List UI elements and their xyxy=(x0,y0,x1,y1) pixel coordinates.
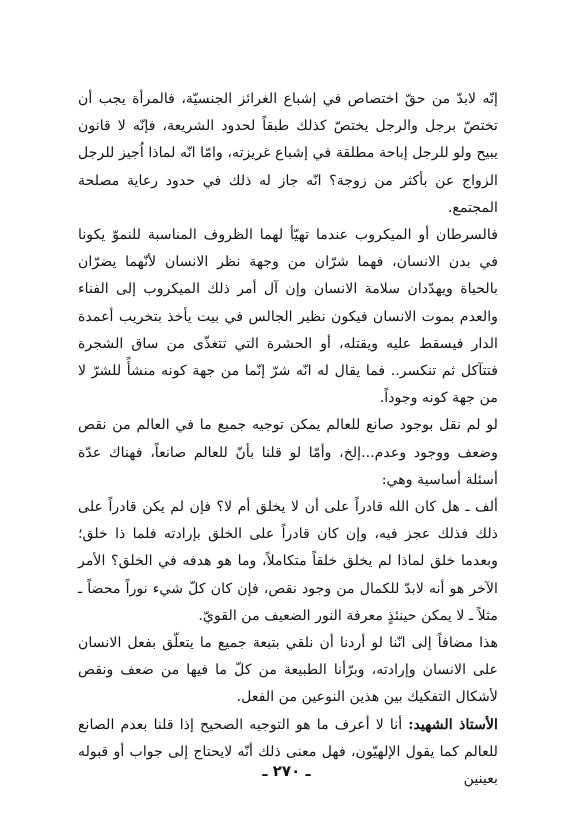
paragraph xyxy=(78,712,498,794)
paragraph xyxy=(78,630,498,712)
paragraph-text: لو لم نقل بوجود صانع للعالم يمكن توجيه جميع ما في العالم من نقص وضعف ووجود وعدم...إلخ، وأمّا لو قلنا بأنّ للعالم صانعاً، فهناك عدّة أسئلة أساسية وهي: xyxy=(78,417,498,488)
paragraph-text: ألف ـ هل كان الله قادراً على أن لا يخلق أم لا؟ فإن لم يكن قادراً على ذلك فذلك عجز فيه، وإن كان قادراً على الخلق بإرادته فلما ذا خلق؛ وبعدما خلق لماذا لم يخلق خلقاً متكاملاً، وما هو هدفه في الخلق؟ الأمر الآخر هو أنه لابدّ للكمال من وجود نقص، فإن كان كلّ شيء نوراً محضاً ـ مثلاً ـ لا يمكن حينئذٍ معرفة النور الضعيف من القويّ. xyxy=(78,499,498,624)
speaker-label: الأستاذ الشهيد: xyxy=(408,716,498,733)
body-text xyxy=(78,86,498,793)
page-number: ـ ٢٧٠ ـ xyxy=(262,762,311,780)
paragraph-text: إنّه لابدّ من حقّ اختصاص في إشباع الغرائز الجنسيّة، فالمرأة يجب أن تختصّ برجل والرجل يختصّ كذلك طبقاً لحدود الشريعة، فإنّه لا قانون يبيح ولو للرجل إباحة مطلقة في إشباع غريزته، وامّا انّه لماذا اُجيز للرجل الزواج عن بأكثر من زوجة؟ انّه جاز له ذلك في حدود رعاية مصلحة المجتمع. xyxy=(78,91,498,216)
paragraph-text: فالسرطان أو الميكروب عندما تهيّأ لهما الظروف المناسبة للنموّ يكونا في بدن الانسان، فهما شرّان من وجهة نظر الانسان لأنّهما يضرّان بالحياة ويهدّدان سلامة الانسان وإن آل أمر ذلك الميكروب إلى الفناء والعدم بموت الانسان فيكون نظير الجالس في بيت يأخذ بتخريب أعمدة الدار فيسقط عليه ويقتله، أو الحشرة التي تتغذّى من ساق الشجرة فتتآكل ثم تنكسر.. فما يقال له انّه شرّ إنّما من جهة كونه منشأً للشرّ لا من جهة كونه وجوداً. xyxy=(78,227,498,407)
paragraph xyxy=(78,86,498,222)
paragraph xyxy=(78,494,498,630)
paragraph xyxy=(78,412,498,494)
paragraph-text: أنا لا أعرف ما هو التوجيه الصحيح إذا قلنا بعدم الصانع للعالم كما يقول الإلهيّون، فهل معنى ذلك أنّه لايحتاج إلى جواب أو قبوله بعينين xyxy=(78,716,498,788)
paragraph xyxy=(78,222,498,412)
paragraph-text: هذا مضافاً إلى انّنا لو أردنا أن نلقي بتبعة جميع ما يتعلّق بفعل الانسان على الانسان وإرادته، وبرّأنا الطبيعة من كلّ ما فيها من ضعف ونقص لأشكال التفكيك بين هذين النوعين من الفعل. xyxy=(78,635,498,706)
